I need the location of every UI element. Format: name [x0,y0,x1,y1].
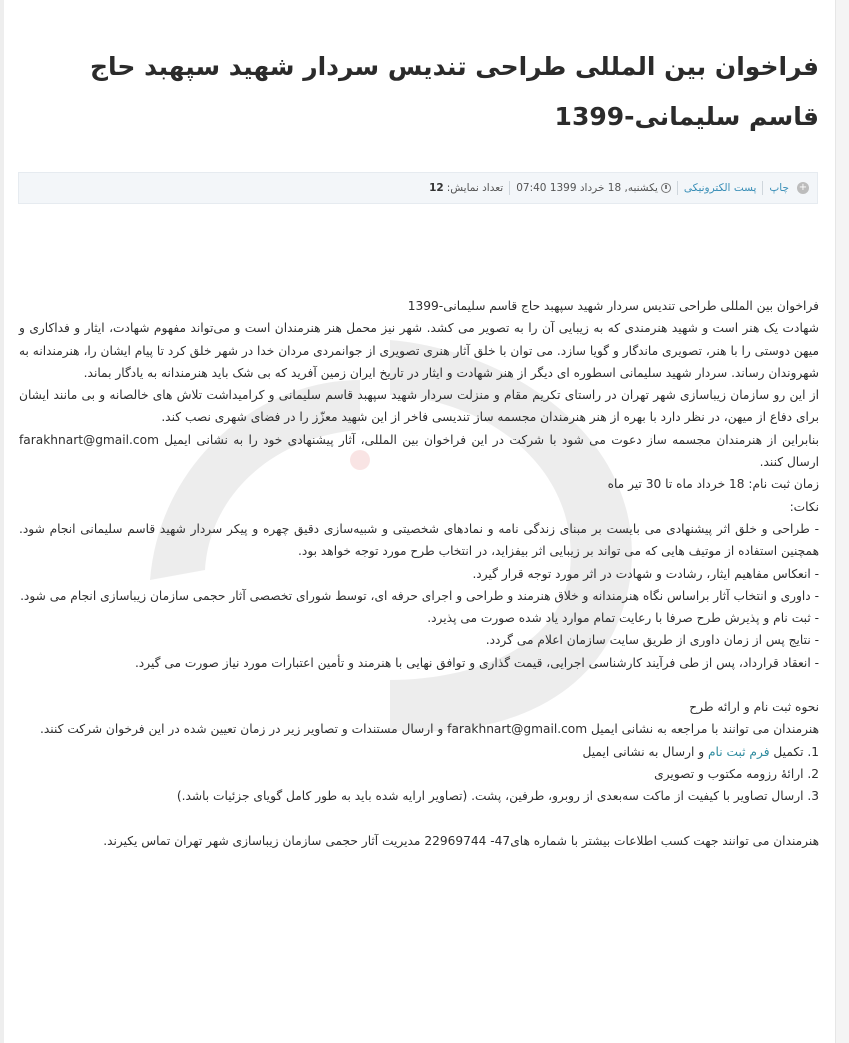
page-scrollbar[interactable] [835,0,849,1043]
notes-heading: نکات: [789,499,819,514]
email-link[interactable]: پست الکترونیکی [683,182,757,194]
view-count-label: تعداد نمایش: [446,182,504,194]
clock-icon [661,183,671,193]
article-meta-bar [18,172,818,204]
step-prefix: 1. تکمیل [773,744,819,759]
intro-heading: فراخوان بین المللی طراحی تندیس سردار شهید سپهبد حاج قاسم سلیمانی-1399 [407,299,819,313]
note-item: - داوری و انتخاب آثار براساس نگاه هنرمندانه و خلاق هنرمند و طراحی و اجرای حرفه ای، توسط شورای تخصصی آثار حجمی سازمان زیباسازی انجام می شود. [20,588,819,603]
step-item: 2. ارائهٔ رزومه مکتوب و تصویری [654,766,819,781]
howto-intro: هنرمندان می توانند با مراجعه به نشانی ایمیل farakhnart@gmail.com و ارسال مستندات و تصاویر زیر در زمان تعیین شده در این فرخوان شرکت کنند. [40,722,819,737]
expand-icon[interactable]: + [798,182,808,193]
divider [509,181,510,195]
publish-date [516,182,671,194]
publish-date-text: یکشنبه, 18 خرداد 1399 07:40 [516,182,658,194]
article-body [19,295,819,852]
left-border [0,0,4,1043]
note-item: - نتایج پس از زمان داوری از طریق سایت سازمان اعلام می گردد. [485,633,819,648]
registration-period: زمان ثبت نام: 18 خرداد ماه تا 30 تیر ماه [607,477,819,492]
spacer [19,808,819,830]
print-link[interactable]: چاپ [769,182,789,194]
note-item: - انعقاد قرارداد، پس از طی فرآیند کارشناسی اجرایی، قیمت گذاری و توافق نهایی با هنرمند و تأمین اعتبارات مورد نیاز صورت می گیرد. [134,655,819,670]
spacer [19,674,819,696]
paragraph: بنابراین از هنرمندان مجسمه ساز دعوت می شود با شرکت در این فراخوان بین المللی، آثار پیشنهادی خود را به نشانی ایمیل farakhnart@gmail.com ارسال کنند. [19,432,819,470]
howto-heading: نحوه ثبت نام و ارائه طرح [689,700,819,715]
registration-form-link[interactable]: فرم ثبت نام [707,744,770,759]
paragraph: از این رو سازمان زیباسازی شهر تهران در راستای تکریم مقام و منزلت سردار شهید سپهبد قاسم سلیمانی و کرامیداشت تلاش های خالصانه و بی مانند ایشان برای دفاع از میهن، در نظر دارد با بهره از هنر هنرمندان مجسمه ساز تندیسی فاخر از این شهید معزّز را در فضای شهری نصب کند. [19,388,819,425]
paragraph: شهادت یک هنر است و شهید هنرمندی که به زیبایی آن را به تصویر می کشد. شهر نیز محمل هنر هنرمندان است و می‌تواند مفهوم شهادت، ایثار و فداکاری و میهن دوستی را با هنر، تصویری ماندگار و گویا سازد. می توان با خلق آثار هنری تصویری از جوانمردی مردان خدا در شهر خلق کرد تا پیام ایشان را، هنرمندانه به شهروندان رساند. سردار شهید سلیمانی اسطوره ای دیگر از هنر شهادت و ایثار در تاریخ ایران زمین آفرید که بی شک باید هنرمندانه به یادگار بماند. [19,321,819,380]
view-count-value: 12 [429,182,444,194]
view-count [429,182,503,194]
article-title: فراخوان بین المللی طراحی تندیس سردار شهید سپهبد حاج قاسم سلیمانی-1399 [90,52,819,131]
step-item: 3. ارسال تصاویر با کیفیت از ماکت سه‌بعدی از روبرو، طرفین، پشت. (تصاویر ارایه شده باید به طور کامل گویای جزئیات باشد.) [176,789,819,804]
note-item: - انعکاس مفاهیم ایثار، رشادت و شهادت در اثر مورد توجه قرار گیرد. [472,566,819,581]
divider [677,181,678,195]
step-item [19,741,819,763]
note-item: - طراحی و خلق اثر پیشنهادی می بایست بر مبنای زندگی نامه و نمادهای شخصیتی و شبیه‌سازی دقیق چهره و پیکر سردار شهید قاسم سلیمانی انجام شود. همچنین استفاده از موتیف هایی که می تواند بر زیبایی اثر بیفزاید، در انتخاب طرح مورد توجه خواهد بود. [19,521,819,559]
divider [762,181,763,195]
contact-info: هنرمندان می توانند جهت کسب اطلاعات بیشتر با شماره های47- 22969744 مدیریت آثار حجمی سازمان زیباسازی شهر تهران تماس یکیرند. [103,833,819,848]
note-item: - ثبت نام و پذیرش طرح صرفا با رعایت تمام موارد یاد شده صورت می پذیرد. [427,611,819,626]
step-suffix: و ارسال به نشانی ایمیل [582,744,705,759]
